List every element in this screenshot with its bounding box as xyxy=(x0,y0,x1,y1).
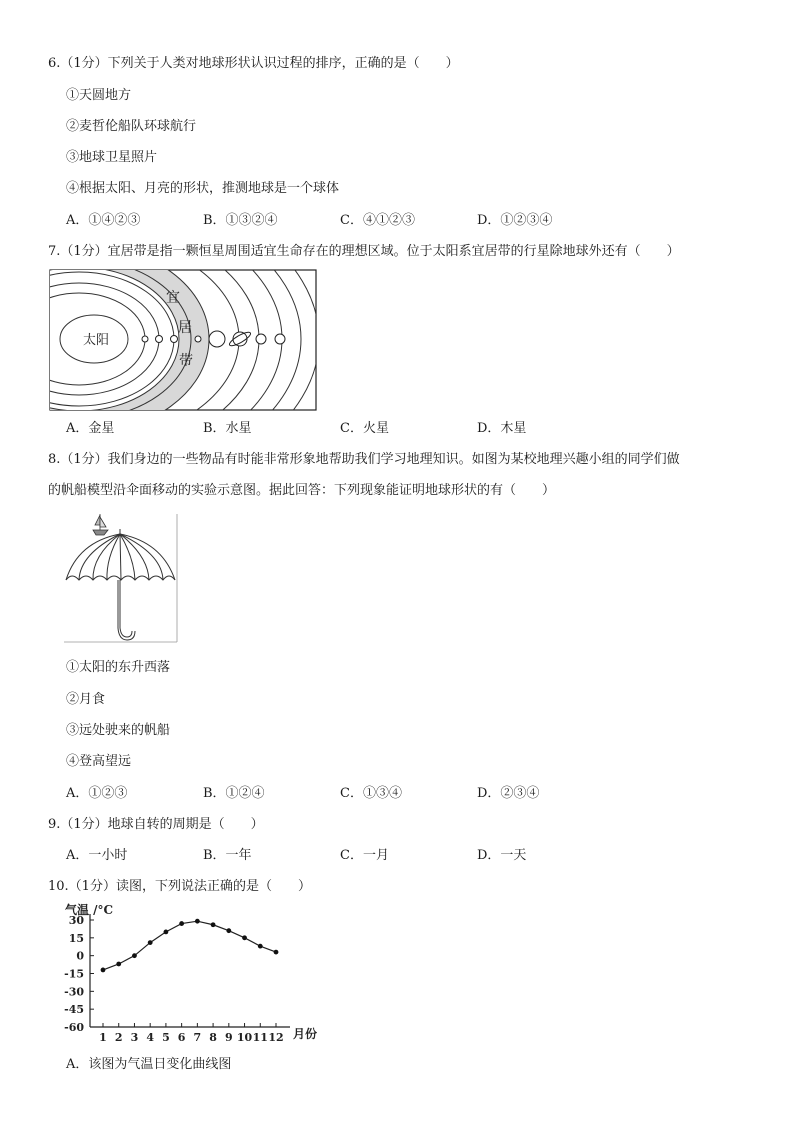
question-6-choice-c[interactable]: C．④①②③ xyxy=(340,213,415,228)
y-tick-label: -45 xyxy=(64,1003,84,1017)
y-axis-label: 气温 /°C xyxy=(65,903,114,917)
question-8-stem-line-2: 的帆船模型沿伞面移动的实验示意图。据此回答：下列现象能证明地球形状的有（ ） xyxy=(48,483,556,498)
question-6-choice-a[interactable]: A．①④②③ xyxy=(66,213,141,228)
question-9-choice-b[interactable]: B．一年 xyxy=(203,848,252,863)
x-tick-label: 12 xyxy=(268,1031,284,1044)
question-6-stem: 6.（1分）下列关于人类对地球形状认识过程的排序，正确的是（ ） xyxy=(48,56,459,71)
data-point xyxy=(116,962,121,967)
question-8-item-4: ④登高望远 xyxy=(66,754,132,769)
question-8-item-1: ①太阳的东升西落 xyxy=(66,660,171,675)
data-point xyxy=(211,922,216,927)
planet-jupiter xyxy=(209,331,225,347)
question-7-stem: 7.（1分）宜居带是指一颗恒星周围适宜生命存在的理想区域。位于太阳系宜居带的行星除地球外还有（ ） xyxy=(48,244,680,259)
umbrella-figure xyxy=(64,514,179,648)
x-tick-label: 6 xyxy=(177,1031,186,1044)
question-6-choice-b[interactable]: B．①③②④ xyxy=(203,213,278,228)
question-6-choice-d[interactable]: D．①②③④ xyxy=(477,213,553,228)
y-tick-label: 30 xyxy=(68,914,84,927)
question-9-choice-d[interactable]: D．一天 xyxy=(477,848,527,863)
habitable-zone-figure xyxy=(49,269,317,415)
umbrella-boat-diagram xyxy=(64,514,179,644)
solar-system-diagram xyxy=(49,269,317,411)
y-tick-label: 15 xyxy=(68,931,84,945)
planet-mercury xyxy=(142,336,148,342)
question-9-choice-a[interactable]: A．一小时 xyxy=(66,848,128,863)
x-tick-label: 2 xyxy=(114,1031,123,1044)
x-tick-label: 10 xyxy=(236,1031,253,1044)
sun-label: 太阳 xyxy=(82,333,110,348)
data-point xyxy=(226,928,231,933)
sailboat-icon xyxy=(93,514,108,535)
question-7-choice-d[interactable]: D．木星 xyxy=(477,421,527,436)
question-7-choice-b[interactable]: B．水星 xyxy=(203,421,252,436)
zone-label-3: 带 xyxy=(179,353,193,369)
zone-label-1: 宜 xyxy=(166,290,180,306)
data-point xyxy=(258,944,263,949)
y-tick-label: 0 xyxy=(76,949,84,963)
question-10-choice-a[interactable]: A．该图为气温日变化曲线图 xyxy=(66,1057,232,1072)
data-point xyxy=(148,940,153,945)
planet-venus xyxy=(156,336,163,343)
question-6-item-1: ①天圆地方 xyxy=(66,88,132,103)
planet-uranus xyxy=(256,334,266,344)
x-tick-label: 1 xyxy=(99,1031,107,1044)
y-tick-label: -15 xyxy=(64,967,84,981)
x-tick-label: 5 xyxy=(162,1031,170,1044)
planet-neptune xyxy=(275,334,285,344)
question-6-item-4: ④根据太阳、月亮的形状，推测地球是一个球体 xyxy=(66,181,340,196)
question-8-stem-line-1: 8.（1分）我们身边的一些物品有时能非常形象地帮助我们学习地理知识。如图为某校地理兴趣小组的同学们做 xyxy=(48,452,680,467)
y-tick-label: -30 xyxy=(64,985,84,999)
planet-mars xyxy=(195,336,201,342)
question-8-item-3: ③远处驶来的帆船 xyxy=(66,723,171,738)
temperature-series-line xyxy=(103,921,276,970)
planet-earth xyxy=(171,336,178,343)
data-point xyxy=(164,929,169,934)
question-10-stem: 10.（1分）读图，下列说法正确的是（ ） xyxy=(48,879,311,894)
question-6-item-2: ②麦哲伦船队环球航行 xyxy=(66,119,197,134)
question-8-choice-c[interactable]: C．①③④ xyxy=(340,786,402,801)
data-point xyxy=(195,919,200,924)
umbrella-canopy xyxy=(66,534,175,580)
x-axis-label: 月份 xyxy=(293,1027,318,1041)
question-7-choice-a[interactable]: A．金星 xyxy=(66,421,115,436)
x-tick-label: 8 xyxy=(209,1031,217,1044)
x-tick-label: 4 xyxy=(146,1031,155,1044)
x-tick-label: 11 xyxy=(252,1031,268,1044)
question-8-choice-a[interactable]: A．①②③ xyxy=(66,786,128,801)
question-8-choice-b[interactable]: B．①②④ xyxy=(203,786,265,801)
x-tick-label: 9 xyxy=(224,1031,233,1044)
x-tick-label: 3 xyxy=(130,1031,139,1044)
data-point xyxy=(132,953,137,958)
question-7-choice-c[interactable]: C．火星 xyxy=(340,421,389,436)
data-point xyxy=(179,921,184,926)
data-point xyxy=(242,935,247,940)
question-8-choice-d[interactable]: D．②③④ xyxy=(477,786,540,801)
y-tick-label: -60 xyxy=(64,1021,84,1034)
zone-label-2: 居 xyxy=(178,320,192,336)
data-point xyxy=(101,968,106,973)
temperature-line-chart xyxy=(40,900,330,1048)
data-point xyxy=(274,950,279,955)
question-9-choice-c[interactable]: C．一月 xyxy=(340,848,389,863)
question-6-item-3: ③地球卫星照片 xyxy=(66,150,158,165)
temperature-chart xyxy=(40,900,330,1052)
question-8-item-2: ②月食 xyxy=(66,692,106,707)
x-tick-label: 7 xyxy=(193,1031,202,1044)
planet-saturn xyxy=(233,332,247,346)
question-9-stem: 9.（1分）地球自转的周期是（ ） xyxy=(48,817,264,832)
